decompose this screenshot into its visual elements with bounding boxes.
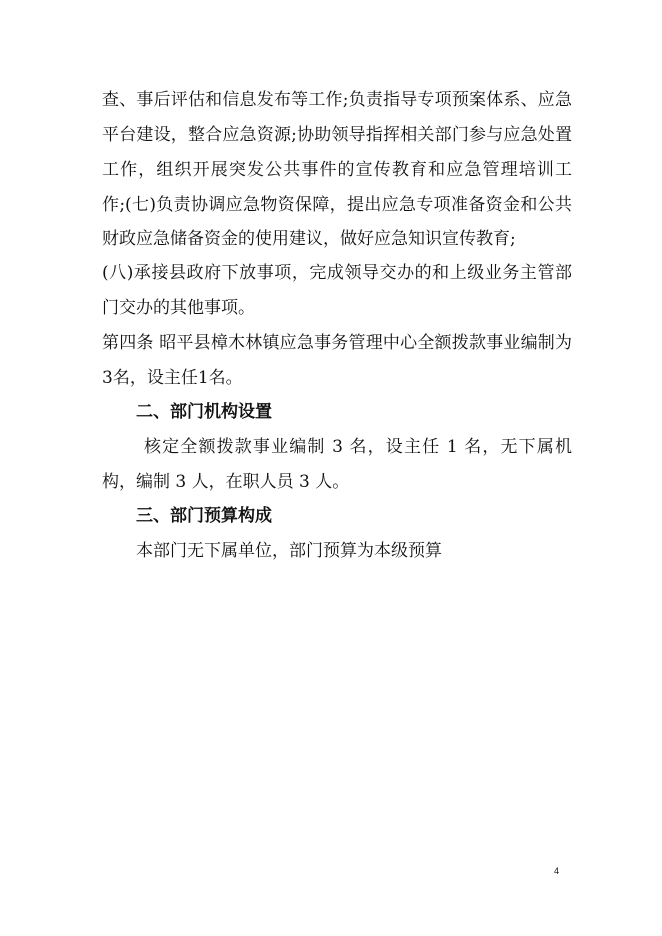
paragraph1-line-5: 财政应急储备资金的使用建议，做好应急知识宣传教育; [102,229,516,249]
page-number: 4 [554,866,560,876]
section2-line-1: 核定全额拨款事业编制 3 名，设主任 1 名，无下属机 [144,437,572,457]
section3-heading: 三、部门预算构成 [136,506,272,526]
paragraph1-line-2: 平台建设，整合应急资源;协助领导指挥相关部门参与应急处置 [102,125,572,145]
paragraph1-line-4: 作;(七)负责协调应急物资保障，提出应急专项准备资金和公共 [102,195,572,215]
paragraph1-line-1: 查、事后评估和信息发布等工作;负责指导专项预案体系、应急 [102,90,572,110]
section2-heading: 二、部门机构设置 [136,402,272,422]
section2-line-2: 构，编制 3 人，在职人员 3 人。 [102,472,350,492]
article4-line-2: 3名，设主任1名。 [102,368,243,388]
paragraph2-line-1: (八)承接县政府下放事项，完成领导交办的和上级业务主管部 [102,263,572,283]
section3-line-1: 本部门无下属单位，部门预算为本级预算 [136,541,442,561]
paragraph2-line-2: 门交办的其他事项。 [102,298,255,318]
paragraph1-line-3: 工作，组织开展突发公共事件的宣传教育和应急管理培训工 [102,160,572,180]
article4-line-1: 第四条 昭平县樟木林镇应急事务管理中心全额拨款事业编制为 [102,333,572,353]
